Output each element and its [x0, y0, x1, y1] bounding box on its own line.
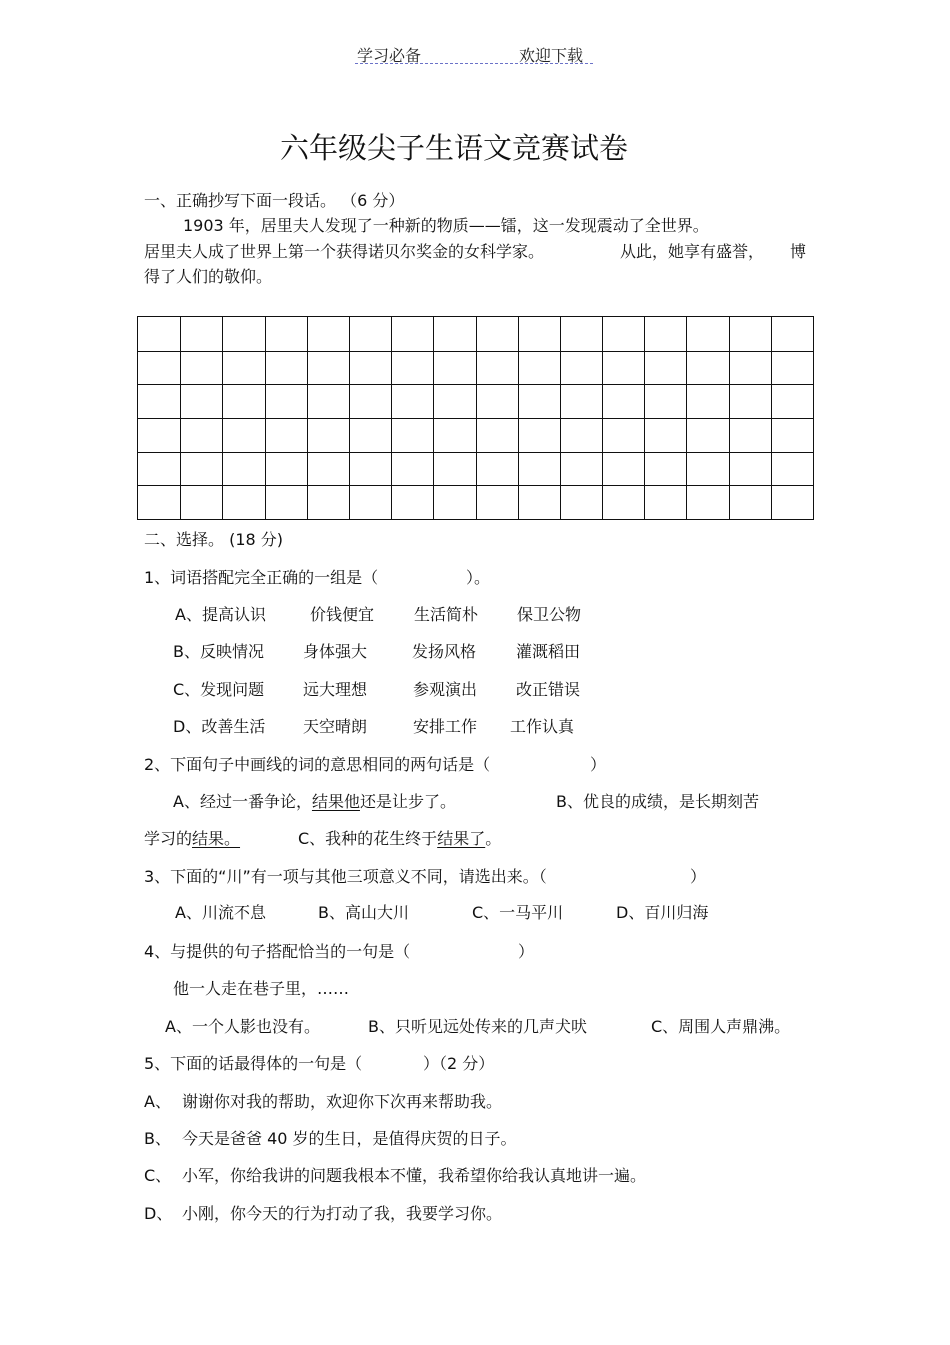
page-title: 六年级尖子生语文竞赛试卷: [279, 131, 628, 165]
section1-passage-line2: 居里夫人成了世界上第一个获得诺贝尔奖金的女科学家。: [144, 242, 545, 261]
q2-option-a-post: 还是让步了。: [359, 792, 456, 811]
grid-row-line: [138, 384, 813, 385]
q1-option-d: D、改善生活: [173, 717, 266, 736]
section1-heading: 一、正确抄写下面一段话。 （6 分）: [144, 191, 405, 210]
q2-option-c: [298, 828, 501, 850]
q5-option-a: 谢谢你对我的帮助，欢迎你下次再来帮助我。: [182, 1092, 503, 1111]
q5-option-c-label: C、: [144, 1166, 172, 1185]
q2-stem: 2、下面句子中画线的词的意思相同的两句话是（: [144, 755, 491, 774]
q3-stem: 3、下面的“川”有一项与其他三项意义不同，请选出来。（: [144, 867, 547, 886]
q3-stem-end: ）: [690, 867, 707, 886]
q1-option-c: C、发现问题: [173, 680, 265, 699]
q3-option-a: A、川流不息: [175, 903, 266, 922]
q5-option-c: 小军，你给我讲的问题我根本不懂，我希望你给我认真地讲一遍。: [182, 1166, 647, 1185]
q1-stem: 1、词语搭配完全正确的一组是（: [144, 568, 379, 587]
q1-option-a-word4: 保卫公物: [517, 605, 582, 624]
q1-option-d-word2: 天空晴朗: [303, 717, 368, 736]
q3-option-b: B、高山大川: [318, 903, 409, 922]
q1-option-a-word3: 生活简朴: [414, 605, 479, 624]
grid-row-line: [138, 452, 813, 453]
q4-sentence: 他一人走在巷子里，……: [173, 979, 350, 998]
q4-option-b: B、只听见远处传来的几声犬吠: [368, 1017, 587, 1036]
q2-option-a: [173, 791, 456, 813]
q2-stem-end: ）: [590, 755, 607, 774]
q5-stem-end: ）（2 分）: [423, 1054, 495, 1073]
q2-option-c-pre: C、我种的花生终于: [298, 829, 438, 848]
q2-option-b-cont-pre: 学习的: [144, 829, 193, 848]
q3-option-c: C、一马平川: [472, 903, 564, 922]
header-dashed-rule: [355, 63, 593, 64]
q1-option-b: B、反映情况: [173, 642, 264, 661]
q2-option-b-underlined: 结果。: [192, 829, 241, 848]
q1-stem-end: ）。: [466, 568, 491, 587]
section2-heading: 二、选择。 (18 分): [144, 530, 284, 549]
q5-option-d-label: D、: [144, 1204, 173, 1223]
section1-passage-line3: 得了人们的敬仰。: [144, 267, 273, 286]
q1-option-b-word4: 灌溉稻田: [516, 642, 581, 661]
grid-row-line: [138, 418, 813, 419]
section1-passage-line1: 1903 年，居里夫人发现了一种新的物质——镭，这一发现震动了全世界。: [183, 216, 709, 235]
header-right-text: 欢迎下载: [519, 46, 584, 65]
q3-option-d: D、百川归海: [616, 903, 709, 922]
q2-option-a-pre: A、经过一番争论，: [173, 792, 312, 811]
q5-option-a-label: A、: [144, 1092, 171, 1111]
q1-option-d-word4: 工作认真: [510, 717, 575, 736]
q4-stem: 4、与提供的句子搭配恰当的一句是（: [144, 942, 411, 961]
q4-option-c: C、周围人声鼎沸。: [651, 1017, 791, 1036]
grid-row-line: [138, 485, 813, 486]
q5-option-b-label: B、: [144, 1129, 171, 1148]
section1-passage-line2b: 从此，她享有盛誉，: [620, 242, 765, 261]
q2-option-b: B、优良的成绩，是长期刻苦: [556, 792, 759, 811]
writing-grid: [137, 316, 814, 520]
q4-stem-end: ）: [518, 942, 535, 961]
q1-option-a: A、提高认识: [175, 605, 266, 624]
q1-option-c-word2: 远大理想: [303, 680, 368, 699]
q1-option-c-word3: 参观演出: [413, 680, 478, 699]
q2-option-c-underlined: 结果了: [437, 829, 486, 848]
q1-option-a-word2: 价钱便宜: [310, 605, 375, 624]
q4-option-a: A、一个人影也没有。: [165, 1017, 320, 1036]
q5-option-b: 今天是爸爸 40 岁的生日，是值得庆贺的日子。: [182, 1129, 517, 1148]
q1-option-b-word2: 身体强大: [303, 642, 368, 661]
q1-option-b-word3: 发扬风格: [412, 642, 477, 661]
q1-option-c-word4: 改正错误: [516, 680, 581, 699]
q2-option-a-underlined: 结果他: [311, 792, 360, 811]
q2-option-c-post: 。: [485, 829, 502, 848]
q2-option-b-continued: [144, 828, 240, 850]
q5-stem: 5、下面的话最得体的一句是（: [144, 1054, 363, 1073]
grid-row-line: [138, 351, 813, 352]
q1-option-d-word3: 安排工作: [413, 717, 478, 736]
header-left-text: 学习必备: [357, 46, 422, 65]
q5-option-d: 小刚，你今天的行为打动了我，我要学习你。: [182, 1204, 503, 1223]
section1-passage-line2c: 博: [790, 242, 807, 261]
